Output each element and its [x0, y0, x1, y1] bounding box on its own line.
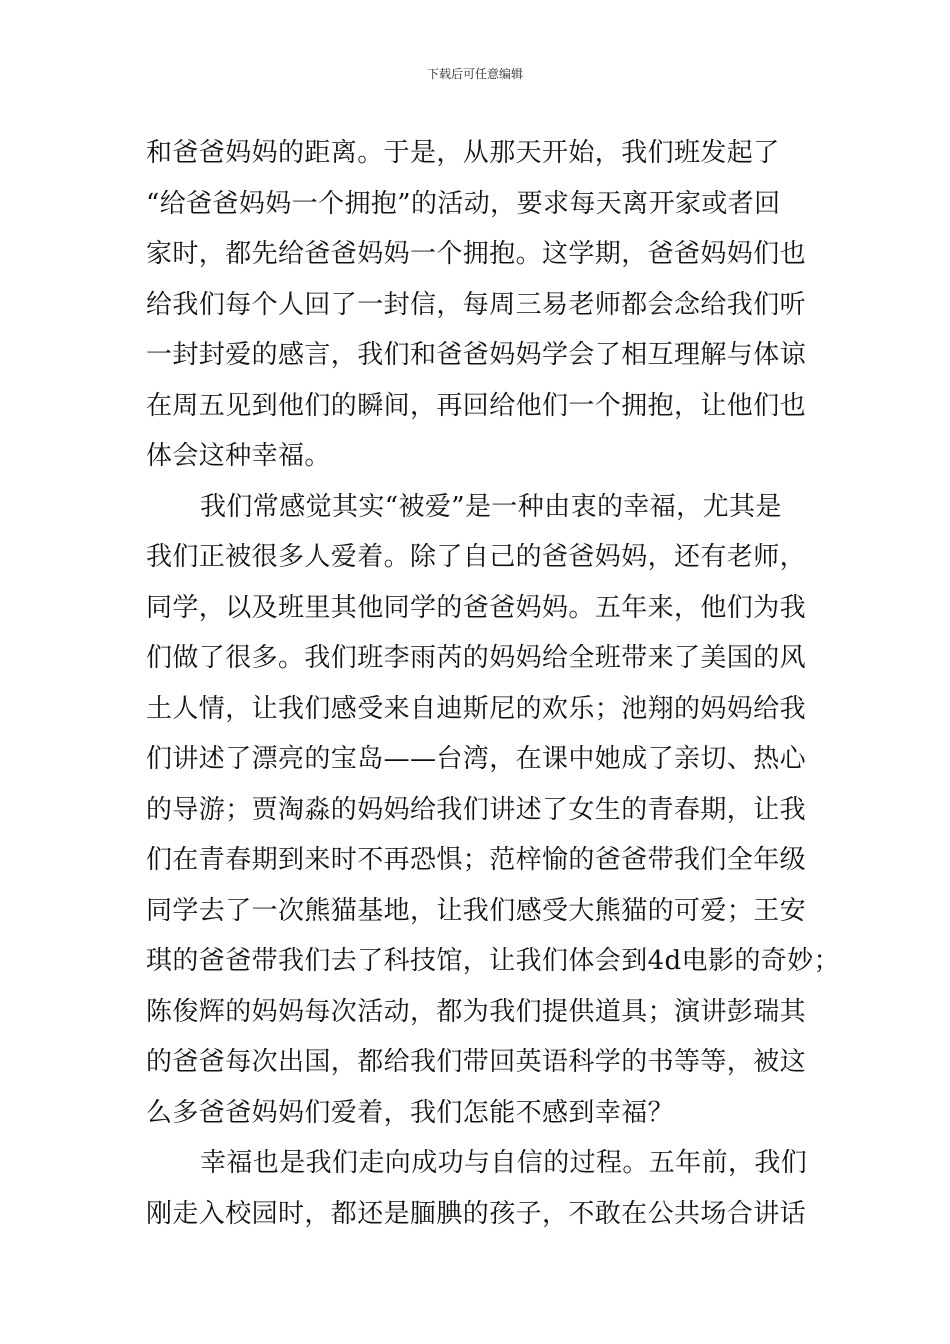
text-line: 的爸爸每次出国，都给我们带回英语科学的书等等，被这 [146, 1047, 807, 1077]
text-line: 体会这种幸福。 [146, 441, 331, 471]
text-line: 和爸爸妈妈的距离。于是，从那天开始，我们班发起了 [146, 138, 780, 168]
text-line: 一封封爱的感言，我们和爸爸妈妈学会了相互理解与体谅 [146, 340, 807, 370]
text-line: 琪的爸爸带我们去了科技馆，让我们体会到4d电影的奇妙； [146, 946, 840, 976]
paragraph-start-line: 我们常感觉其实“被爱”是一种由衷的幸福，尤其是 [200, 491, 782, 522]
page-header: 下载后可任意编辑 [426, 67, 523, 81]
text-line: 们讲述了漂亮的宝岛——台湾，在课中她成了亲切、热心 [146, 744, 807, 774]
text-line: 陈俊辉的妈妈每次活动，都为我们提供道具；演讲彭瑞其 [146, 996, 807, 1027]
paragraph-start-line: 幸福也是我们走向成功与自信的过程。五年前，我们 [200, 1148, 808, 1178]
text-line: 土人情，让我们感受来自迪斯尼的欢乐；池翔的妈妈给我 [146, 693, 807, 724]
text-line: 么多爸爸妈妈们爱着，我们怎能不感到幸福？ [146, 1097, 675, 1128]
text-line: 同学，以及班里其他同学的爸爸妈妈。五年来，他们为我 [146, 592, 807, 623]
text-line: 我们正被很多人爱着。除了自己的爸爸妈妈，还有老师， [146, 542, 807, 572]
text-line: 们做了很多。我们班李雨芮的妈妈给全班带来了美国的风 [146, 643, 807, 673]
text-line: 给我们每个人回了一封信，每周三易老师都会念给我们听 [146, 289, 807, 320]
text-line: “给爸爸妈妈一个拥抱”的活动，要求每天离开家或者回 [146, 188, 781, 219]
document-body [146, 128, 840, 1239]
text-line: 家时，都先给爸爸妈妈一个拥抱。这学期，爸爸妈妈们也 [146, 239, 807, 269]
text-line: 的导游；贾淘淼的妈妈给我们讲述了女生的青春期，让我 [146, 794, 807, 825]
text-line: 们在青春期到来时不再恐惧；范梓愉的爸爸带我们全年级 [146, 845, 807, 875]
text-line: 在周五见到他们的瞬间，再回给他们一个拥抱，让他们也 [146, 390, 807, 421]
text-line: 刚走入校园时，都还是腼腆的孩子，不敢在公共场合讲话 [146, 1198, 807, 1229]
text-line: 同学去了一次熊猫基地，让我们感受大熊猫的可爱；王安 [146, 895, 807, 926]
